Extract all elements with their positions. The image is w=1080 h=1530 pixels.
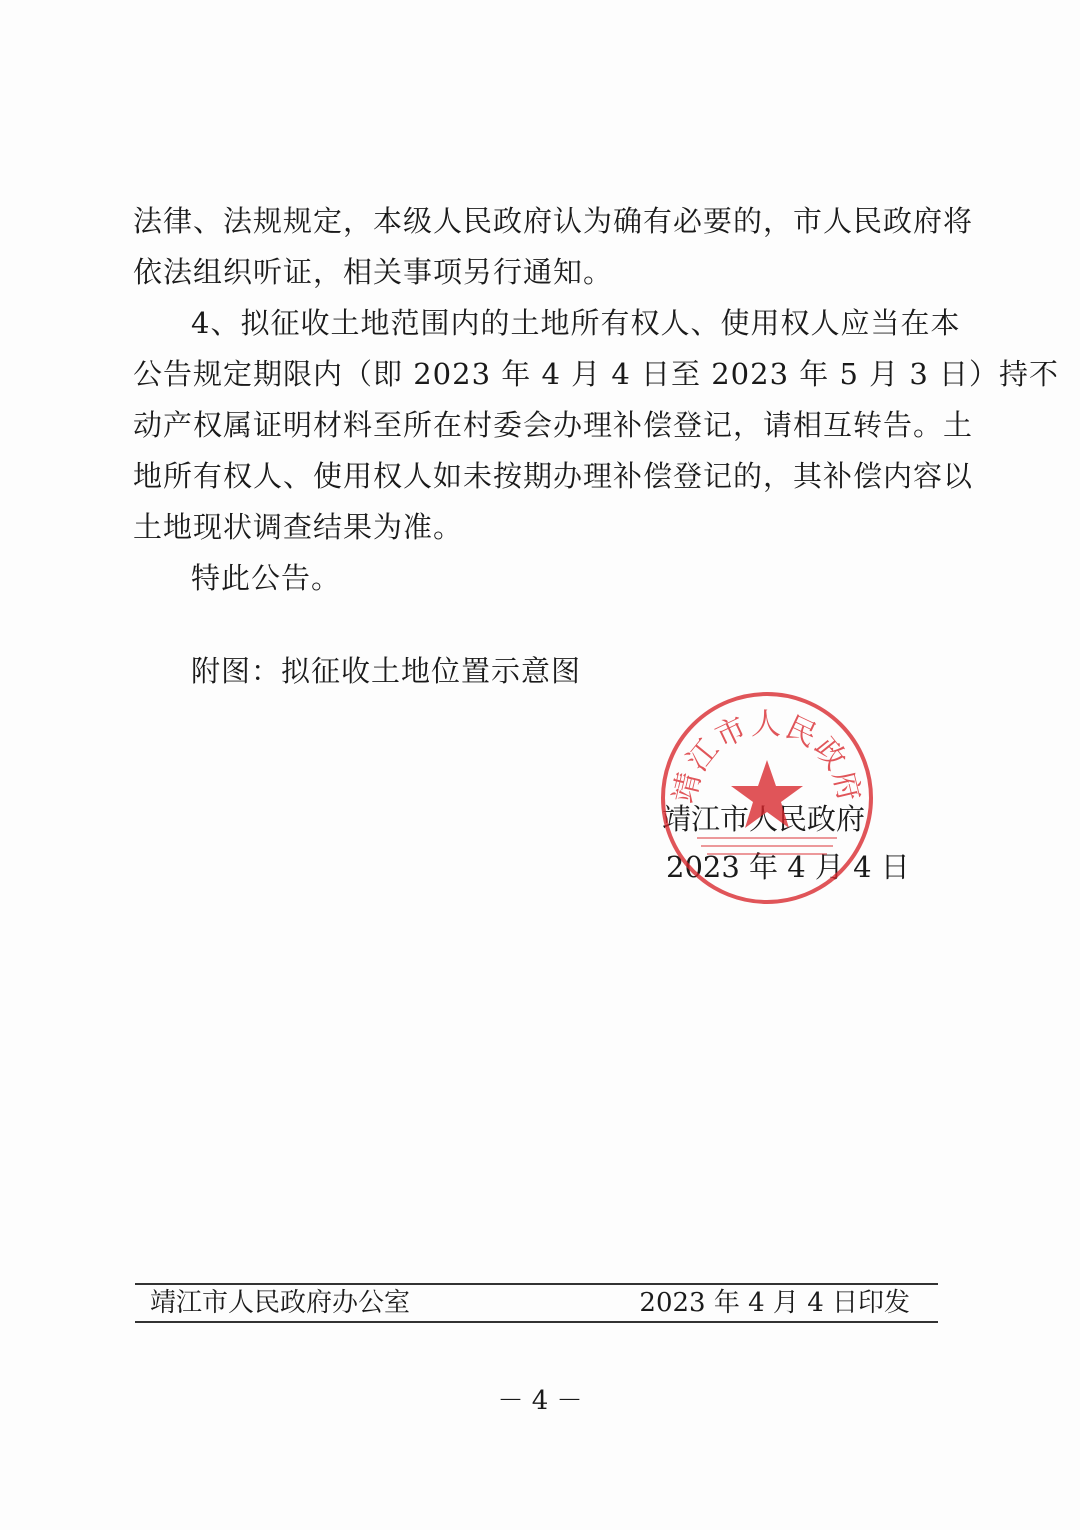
page-number: － 4 －: [497, 1386, 583, 1416]
footer-rule: [135, 1283, 938, 1285]
body-line: 公告规定期限内（即 2023 年 4 月 4 日至 2023 年 5 月 3 日）持不: [133, 357, 1060, 391]
footer-rule: [135, 1321, 938, 1323]
body-line: 4、拟征收土地范围内的土地所有权人、使用权人应当在本: [191, 306, 961, 340]
body-line: 地所有权人、使用权人如未按期办理补偿登记的，其补偿内容以: [133, 459, 974, 493]
issue-date: 2023 年 4 月 4 日: [666, 850, 910, 884]
body-line: 法律、法规规定，本级人民政府认为确有必要的，市人民政府将: [133, 204, 974, 238]
issuing-office: 靖江市人民政府办公室: [150, 1288, 411, 1318]
footer-bar: [135, 1283, 938, 1323]
body-line: 动产权属证明材料至所在村委会办理补偿登记，请相互转告。土: [133, 408, 974, 442]
official-seal-icon: [657, 688, 877, 908]
attachment-note: 附图：拟征收土地位置示意图: [191, 654, 582, 688]
seal-text: 靖江市人民政府: [666, 707, 868, 807]
print-date: 2023 年 4 月 4 日印发: [639, 1288, 910, 1318]
document-body: [133, 196, 1060, 697]
body-line: 依法组织听证，相关事项另行通知。: [133, 255, 614, 289]
closing-statement: 特此公告。: [191, 561, 342, 595]
body-line: 土地现状调查结果为准。: [133, 510, 464, 544]
issuer-name: 靖江市人民政府: [662, 802, 866, 836]
